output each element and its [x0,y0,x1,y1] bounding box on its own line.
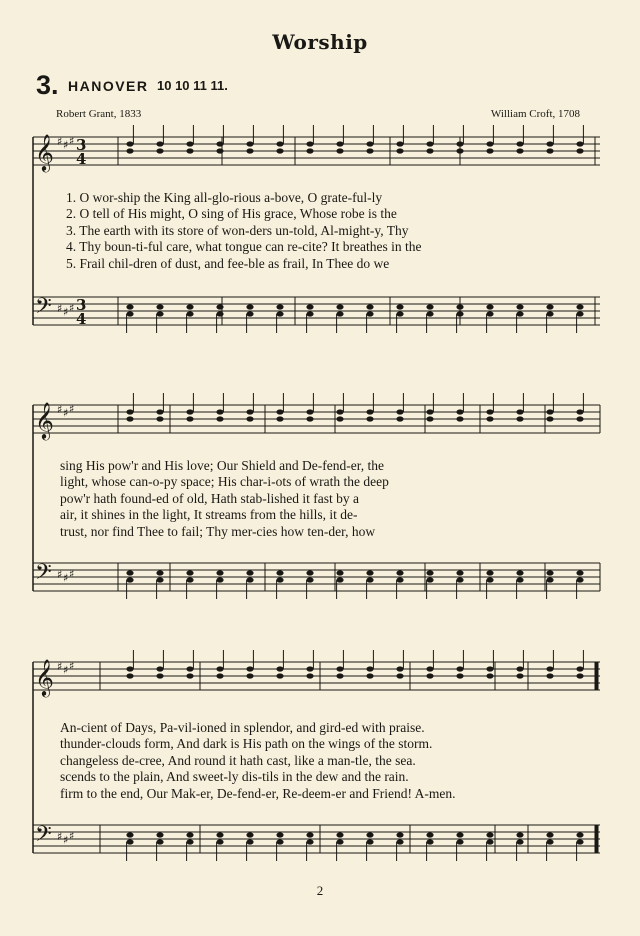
note-head [456,832,463,837]
note-head [456,304,463,309]
time-signature: 4 [76,150,87,168]
note-head [366,832,373,837]
bass-clef-icon: 𝄢 [35,560,52,590]
note-head [126,409,133,414]
note-head [426,570,433,575]
note-head [366,666,373,671]
page-number: 2 [316,883,324,898]
note-head [216,141,223,146]
note-head [216,570,223,575]
note-head [486,839,493,844]
note-head [426,577,433,582]
note-head [186,570,193,575]
time-signature: 3 [76,136,87,154]
note-head [336,409,343,414]
note-head [396,304,403,309]
note-head [306,416,313,421]
note-head [516,148,523,153]
note-head [516,570,523,575]
note-head [576,570,583,575]
sharp-icon: ♯ [57,568,63,581]
note-head [486,311,493,316]
note-head [366,148,373,153]
note-head [516,839,523,844]
music-credit: William Croft, 1708 [490,108,580,120]
note-head [246,304,253,309]
note-head [486,577,493,582]
note-head [456,666,463,671]
note-head [576,577,583,582]
note-head [456,148,463,153]
note-head [366,570,373,575]
note-head [156,673,163,678]
lyric-line: scends to the plain, And sweet-ly dis-tils in the dew and the rain. [60,769,409,785]
note-head [246,409,253,414]
note-head [126,839,133,844]
note-head [306,577,313,582]
note-head [186,409,193,414]
note-head [456,839,463,844]
note-head [336,311,343,316]
note-head [126,673,133,678]
note-head [276,577,283,582]
note-head [396,409,403,414]
note-head [516,311,523,316]
note-head [456,673,463,678]
note-head [396,839,403,844]
note-head [486,416,493,421]
note-head [216,832,223,837]
note-head [516,666,523,671]
note-head [156,416,163,421]
sharp-icon: ♯ [63,833,69,847]
note-head [426,409,433,414]
note-head [366,577,373,582]
note-head [576,673,583,678]
note-head [546,673,553,678]
lyric-line: air, it shines in the light, It streams from the hills, it de- [60,507,358,523]
note-head [276,141,283,146]
note-head [276,409,283,414]
sharp-icon: ♯ [69,402,75,416]
note-head [366,416,373,421]
note-head [126,577,133,582]
note-head [426,311,433,316]
note-head [576,832,583,837]
sharp-icon: ♯ [57,302,63,315]
note-head [246,839,253,844]
lyric-line: trust, nor find Thee to fail; Thy mer-cies how ten-der, how [60,523,376,539]
note-head [306,570,313,575]
note-head [336,304,343,309]
note-head [366,839,373,844]
note-head [186,311,193,316]
note-head [486,141,493,146]
note-head [216,311,223,316]
note-head [516,577,523,582]
sharp-icon: ♯ [63,663,69,677]
note-head [276,416,283,421]
note-head [246,666,253,671]
note-head [156,141,163,146]
note-head [306,666,313,671]
sharp-icon: ♯ [63,138,69,152]
sharp-icon: ♯ [69,301,75,315]
note-head [276,673,283,678]
bass-clef-icon: 𝄢 [35,294,52,324]
note-head [426,666,433,671]
note-head [486,148,493,153]
note-head [396,311,403,316]
note-head [306,839,313,844]
note-head [126,832,133,837]
note-head [366,141,373,146]
note-head [246,832,253,837]
note-head [426,304,433,309]
note-head [246,148,253,153]
note-head [306,673,313,678]
note-head [396,666,403,671]
note-head [246,570,253,575]
treble-clef-icon: 𝄞 [35,133,54,171]
note-head [546,666,553,671]
note-head [486,304,493,309]
note-head [246,416,253,421]
note-head [486,409,493,414]
note-head [336,673,343,678]
note-head [576,141,583,146]
lyric-line: 2. O tell of His might, O sing of His grace, Whose robe is the [66,206,397,222]
lyric-line: firm to the end, Our Mak-er, De-fend-er, Re-deem-er and Friend! A-men. [60,785,456,801]
note-head [156,570,163,575]
sharp-icon: ♯ [63,406,69,420]
note-head [276,832,283,837]
note-head [336,839,343,844]
note-head [276,148,283,153]
note-head [516,673,523,678]
lyric-line: 1. O wor-ship the King all-glo-rious a-bove, O grate-ful-ly [66,190,383,205]
hymn-number: 3. [36,70,59,100]
note-head [306,148,313,153]
time-signature: 4 [76,310,87,328]
note-head [456,570,463,575]
note-head [576,416,583,421]
note-head [516,416,523,421]
sharp-icon: ♯ [69,659,75,673]
note-head [216,839,223,844]
note-head [126,666,133,671]
sharp-icon: ♯ [63,571,69,585]
note-head [186,141,193,146]
note-head [216,577,223,582]
sharp-icon: ♯ [57,135,63,148]
note-head [156,311,163,316]
note-head [546,416,553,421]
note-head [276,570,283,575]
note-head [516,141,523,146]
note-head [336,141,343,146]
note-head [306,141,313,146]
note-head [486,673,493,678]
note-head [576,839,583,844]
note-head [126,570,133,575]
note-head [456,416,463,421]
note-head [396,577,403,582]
note-head [336,666,343,671]
note-head [456,311,463,316]
note-head [456,577,463,582]
lyric-line: thunder-clouds form, And dark is His path on the wings of the storm. [60,736,433,752]
note-head [276,839,283,844]
tune-name: HANOVER [68,78,149,94]
note-head [246,673,253,678]
note-head [426,832,433,837]
note-head [246,311,253,316]
note-head [336,577,343,582]
note-head [486,832,493,837]
note-head [366,673,373,678]
note-head [456,409,463,414]
lyric-line: 5. Frail chil-dren of dust, and fee-ble as frail, In Thee do we [66,255,390,271]
note-head [546,141,553,146]
note-head [276,666,283,671]
note-head [336,416,343,421]
note-head [306,832,313,837]
time-signature: 3 [76,296,87,314]
note-head [396,570,403,575]
note-head [156,409,163,414]
note-head [516,304,523,309]
note-head [426,148,433,153]
note-head [306,304,313,309]
note-head [186,577,193,582]
note-head [246,577,253,582]
note-head [186,673,193,678]
note-head [186,304,193,309]
note-head [186,839,193,844]
note-head [426,141,433,146]
lyric-line: changeless de-cree, And round it hath cast, like a man-tle, the sea. [60,752,416,768]
lyric-line: pow'r hath found-ed of old, Hath stab-lished it fast by a [60,490,359,506]
sharp-icon: ♯ [57,660,63,673]
note-head [546,304,553,309]
bass-clef-icon: 𝄢 [35,822,52,852]
note-head [546,409,553,414]
note-head [246,141,253,146]
sharp-icon: ♯ [69,567,75,581]
note-head [516,409,523,414]
sharp-icon: ♯ [63,305,69,319]
note-head [396,416,403,421]
note-head [576,148,583,153]
note-head [156,832,163,837]
note-head [546,839,553,844]
note-head [336,148,343,153]
note-head [396,141,403,146]
note-head [336,832,343,837]
note-head [576,311,583,316]
note-head [126,304,133,309]
note-head [486,570,493,575]
note-head [576,409,583,414]
treble-clef-icon: 𝄞 [35,401,54,439]
sharp-icon: ♯ [69,134,75,148]
note-head [156,839,163,844]
note-head [546,577,553,582]
note-head [126,148,133,153]
note-head [426,416,433,421]
note-head [306,311,313,316]
note-head [216,148,223,153]
sharp-icon: ♯ [57,403,63,416]
note-head [366,311,373,316]
note-head [156,304,163,309]
sharp-icon: ♯ [57,830,63,843]
note-head [426,673,433,678]
note-head [396,148,403,153]
note-head [186,148,193,153]
note-head [156,148,163,153]
note-head [126,416,133,421]
note-head [186,666,193,671]
note-head [546,832,553,837]
note-head [156,666,163,671]
note-head [126,311,133,316]
note-head [126,141,133,146]
note-head [396,673,403,678]
note-head [306,409,313,414]
note-head [366,304,373,309]
lyric-line: 3. The earth with its store of won-ders un-told, Al-might-y, Thy [66,222,409,238]
note-head [576,304,583,309]
note-head [396,832,403,837]
treble-clef-icon: 𝄞 [35,658,54,696]
lyric-line: An-cient of Days, Pa-vil-ioned in splendor, and gird-ed with praise. [60,720,425,735]
note-head [576,666,583,671]
lyric-line: light, whose can-o-py space; His char-i-ots of wrath the deep [60,474,389,490]
words-credit: Robert Grant, 1833 [56,108,142,120]
lyric-line: sing His pow'r and His love; Our Shield and De-fend-er, the [60,458,384,473]
note-head [216,304,223,309]
note-head [336,570,343,575]
note-head [546,311,553,316]
note-head [366,409,373,414]
note-head [546,570,553,575]
note-head [486,666,493,671]
note-head [156,577,163,582]
note-head [216,416,223,421]
sharp-icon: ♯ [69,829,75,843]
section-title: Worship [272,30,368,54]
note-head [456,141,463,146]
note-head [426,839,433,844]
note-head [186,832,193,837]
lyric-line: 4. Thy boun-ti-ful care, what tongue can re-cite? It breathes in the [66,239,422,255]
note-head [216,673,223,678]
note-head [276,311,283,316]
note-head [276,304,283,309]
meter: 10 10 11 11. [157,78,228,93]
note-head [186,416,193,421]
note-head [216,666,223,671]
note-head [216,409,223,414]
note-head [546,148,553,153]
note-head [516,832,523,837]
